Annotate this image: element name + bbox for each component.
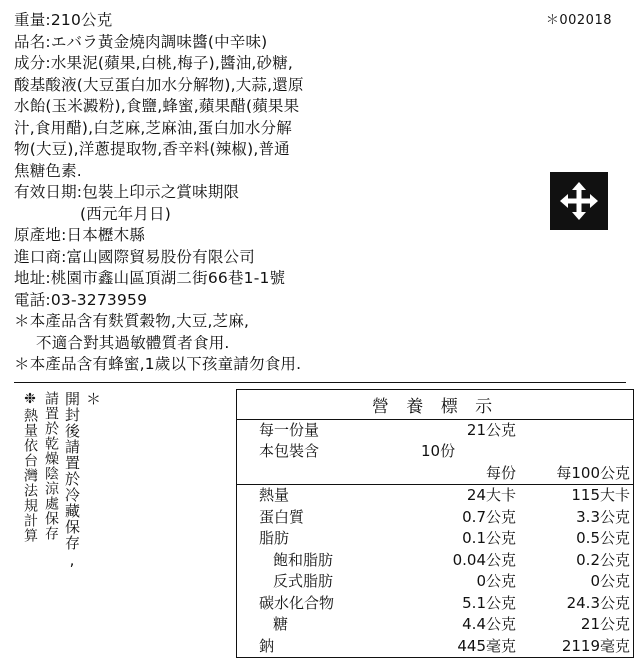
servings-per-pack-label: 本包裝含 bbox=[237, 441, 415, 463]
allergen-note-line-1: ＊本產品含有麩質穀物,大豆,芝麻, bbox=[14, 311, 626, 333]
storage-column-2: 請置於乾燥陰涼處保存 bbox=[41, 391, 60, 641]
section-divider bbox=[14, 382, 626, 383]
nutrition-header-per-serving: 每份 bbox=[415, 463, 519, 485]
nutrition-row-fat bbox=[237, 528, 633, 550]
storage-star: ＊ bbox=[83, 391, 104, 641]
nutrition-header-blank bbox=[237, 463, 415, 485]
nutrition-per-100g: 2119毫克 bbox=[519, 636, 633, 658]
nutrition-per-serving: 0.04公克 bbox=[415, 550, 519, 572]
recycling-mark-icon bbox=[550, 172, 608, 230]
nutrition-per-serving: 4.4公克 bbox=[415, 614, 519, 636]
ingredients-line-4: 汁,食用醋),白芝麻,芝麻油,蛋白加水分解 bbox=[14, 118, 626, 140]
origin-line: 原產地:日本櫪木縣 bbox=[14, 225, 626, 247]
address-line: 地址:桃園市鑫山區頂湖二街66巷1-1號 bbox=[14, 268, 626, 290]
ingredients-line-1: 成分:水果泥(蘋果,白桃,梅子),醬油,砂糖, bbox=[14, 53, 626, 75]
nutrition-label: 蛋白質 bbox=[237, 507, 415, 529]
nutrition-label: 熱量 bbox=[237, 485, 415, 507]
nutrition-label: 鈉 bbox=[237, 636, 415, 658]
nutrition-label: 飽和脂肪 bbox=[237, 550, 415, 572]
product-code: ＊002018 bbox=[546, 10, 612, 32]
allergen-note-line-2: 不適合對其過敏體質者食用. bbox=[14, 333, 626, 355]
serving-size-label: 每一份量 bbox=[237, 420, 415, 442]
ingredients-line-5: 物(大豆),洋蔥提取物,香辛料(辣椒),普通 bbox=[14, 139, 626, 161]
expiry-line-2: (西元年月日) bbox=[14, 204, 626, 226]
ingredient-block bbox=[14, 10, 626, 376]
nutrition-label: 糖 bbox=[237, 614, 415, 636]
nutrition-per-100g: 0公克 bbox=[519, 571, 633, 593]
nutrition-per-serving: 0.7公克 bbox=[415, 507, 519, 529]
nutrition-per-100g: 21公克 bbox=[519, 614, 633, 636]
serving-size-value: 21公克 bbox=[415, 420, 519, 442]
ingredients-line-6: 焦糖色素. bbox=[14, 161, 626, 183]
nutrition-title: 營 養 標 示 bbox=[237, 390, 633, 420]
nutrition-row-saturated-fat bbox=[237, 550, 633, 572]
nutrition-facts-table bbox=[236, 389, 634, 658]
ingredients-line-3: 水飴(玉米澱粉),食鹽,蜂蜜,蘋果醋(蘋果果 bbox=[14, 96, 626, 118]
nutrition-row-carbohydrate bbox=[237, 593, 633, 615]
weight-line: 重量:210公克 bbox=[14, 10, 626, 32]
nutrition-row-protein bbox=[237, 507, 633, 529]
nutrition-label: 脂肪 bbox=[237, 528, 415, 550]
nutrition-per-100g: 3.3公克 bbox=[519, 507, 633, 529]
nutrition-per-serving: 0.1公克 bbox=[415, 528, 519, 550]
nutrition-row-trans-fat bbox=[237, 571, 633, 593]
phone-line: 電話:03-3273959 bbox=[14, 290, 626, 312]
servings-per-pack-row bbox=[237, 441, 633, 463]
nutrition-per-100g: 0.2公克 bbox=[519, 550, 633, 572]
storage-instructions bbox=[20, 391, 104, 649]
importer-line: 進口商:富山國際貿易股份有限公司 bbox=[14, 247, 626, 269]
servings-per-pack-value: 10份 bbox=[415, 441, 519, 463]
nutrition-per-serving: 445毫克 bbox=[415, 636, 519, 658]
expiry-line-1: 有效日期:包裝上印示之賞味期限 bbox=[14, 182, 626, 204]
nutrition-per-serving: 24大卡 bbox=[415, 485, 519, 507]
nutrition-header-row bbox=[237, 463, 633, 485]
nutrition-per-100g: 0.5公克 bbox=[519, 528, 633, 550]
nutrition-row-sodium bbox=[237, 636, 633, 658]
storage-column-3: ❉熱量依台灣法規計算 bbox=[20, 391, 39, 641]
nutrition-section bbox=[14, 387, 626, 657]
nutrition-per-100g: 115大卡 bbox=[519, 485, 633, 507]
nutrition-per-serving: 5.1公克 bbox=[415, 593, 519, 615]
nutrition-label: 反式脂肪 bbox=[237, 571, 415, 593]
nutrition-row-energy bbox=[237, 485, 633, 507]
nutrition-per-serving: 0公克 bbox=[415, 571, 519, 593]
ingredients-line-2: 酸基酸液(大豆蛋白加水分解物),大蒜,還原 bbox=[14, 75, 626, 97]
storage-column-1: 開封後請置於冷藏保存, bbox=[62, 391, 81, 641]
product-name-line: 品名:エバラ黃金燒肉調味醬(中辛味) bbox=[14, 32, 626, 54]
nutrition-per-100g: 24.3公克 bbox=[519, 593, 633, 615]
nutrition-label: 碳水化合物 bbox=[237, 593, 415, 615]
nutrition-row-sugar bbox=[237, 614, 633, 636]
serving-size-row bbox=[237, 420, 633, 442]
nutrition-header-per-100g: 每100公克 bbox=[519, 463, 633, 485]
honey-note-line: ＊本產品含有蜂蜜,1歲以下孩童請勿食用. bbox=[14, 354, 626, 376]
